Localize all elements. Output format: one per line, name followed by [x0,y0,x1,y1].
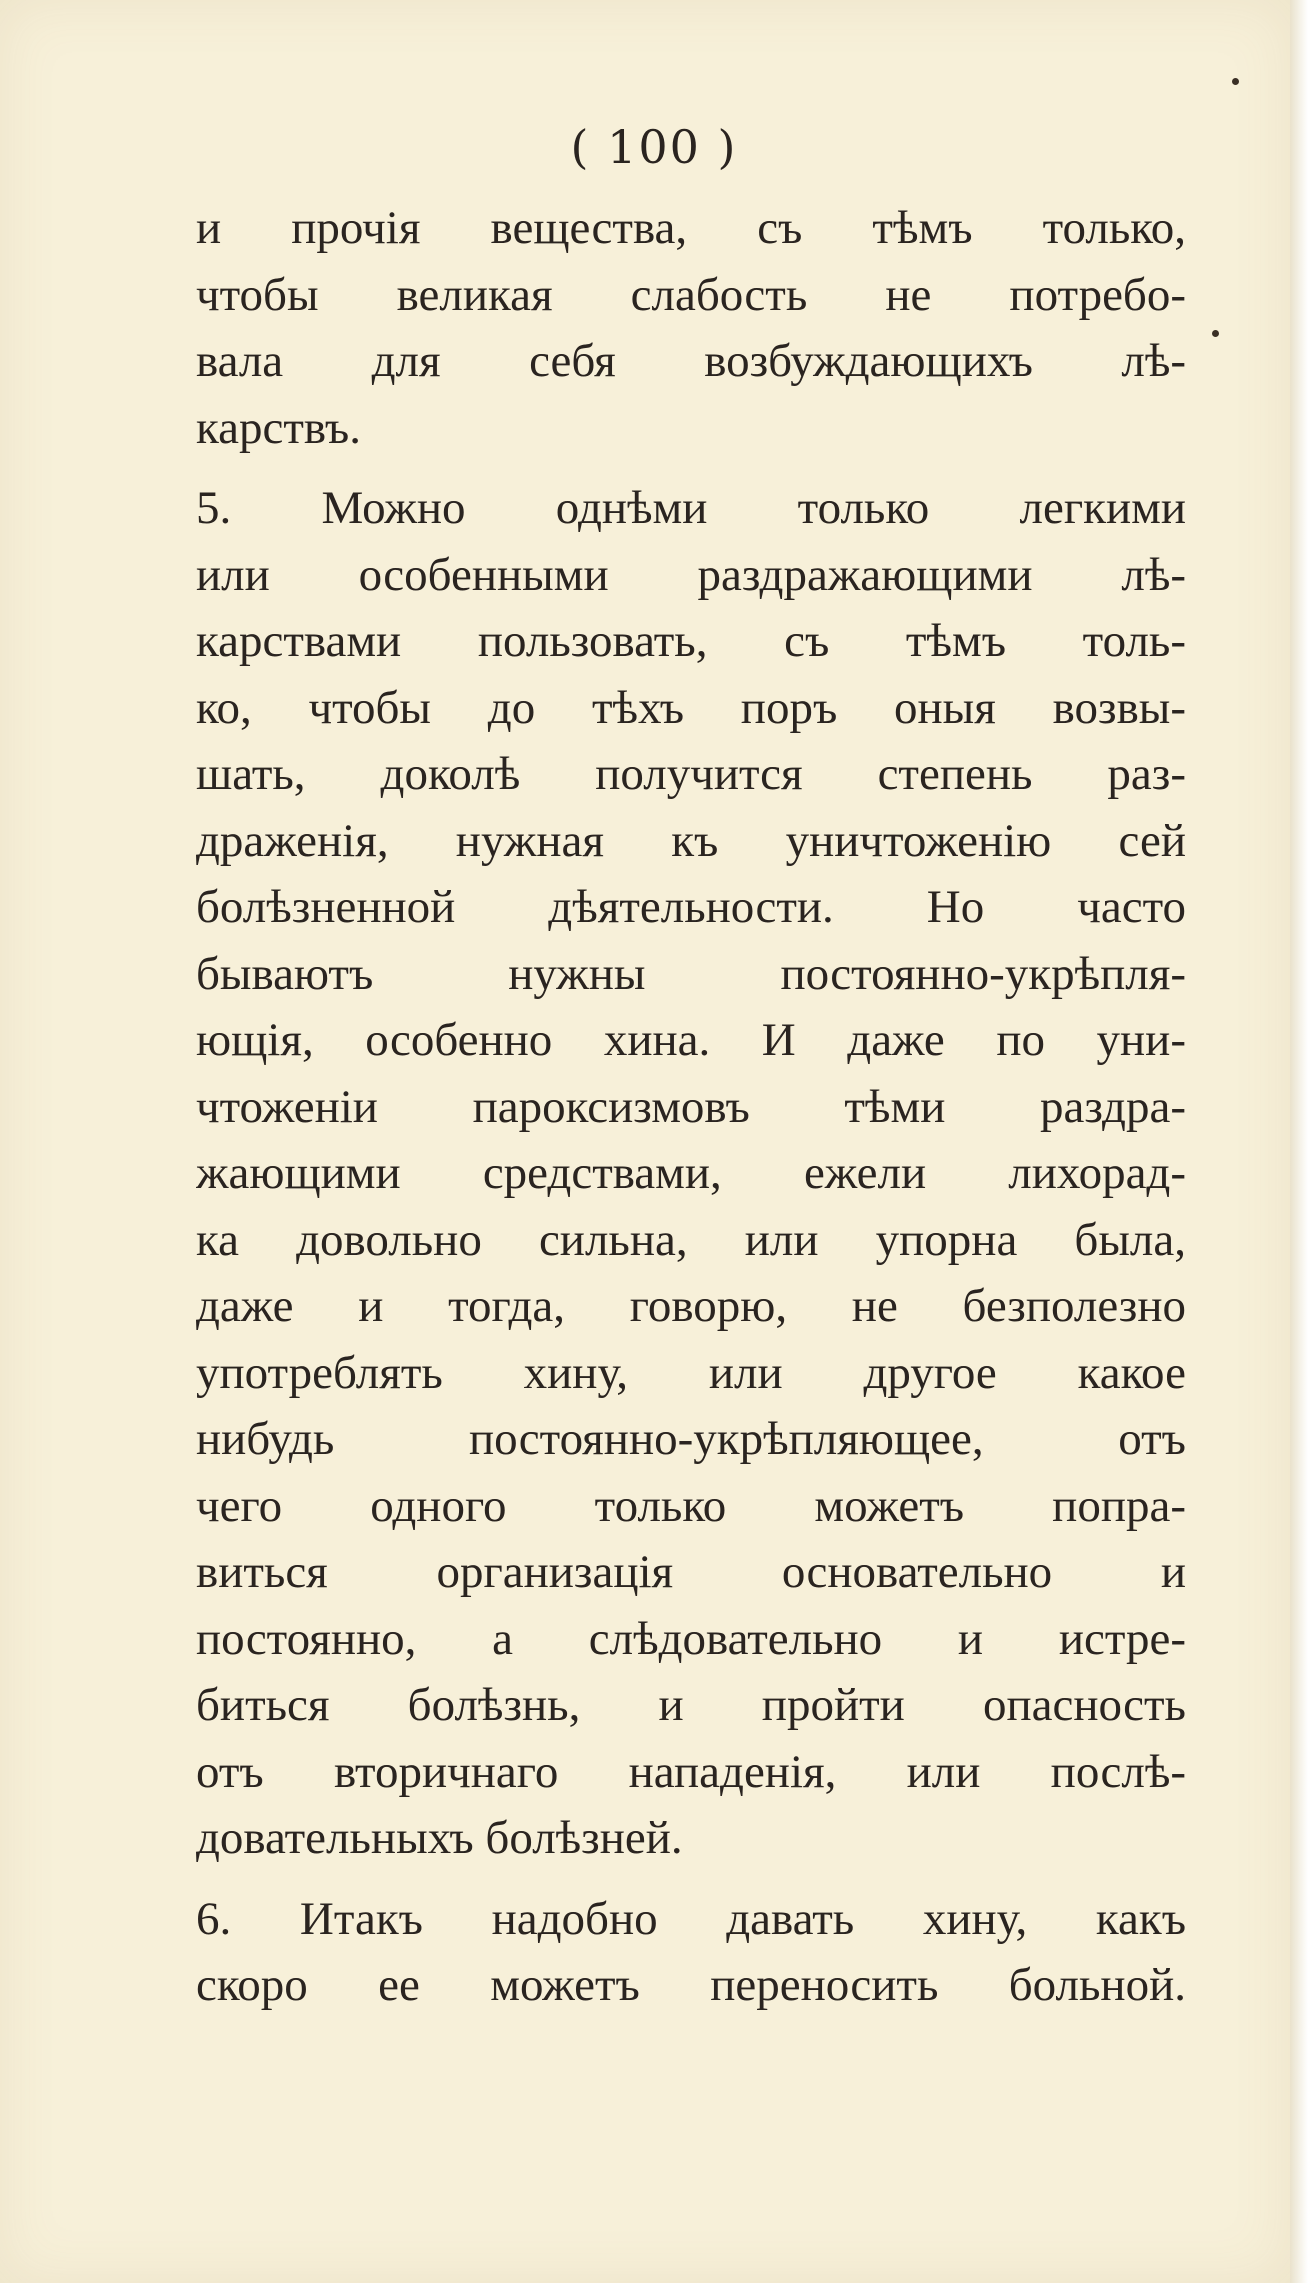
text-line: и прочія вещества, съ тѣмъ только, [196,202,1186,254]
text-line: жающими средствами, ежели лихорад- [196,1147,1186,1199]
text-line: нибудь постоянно-укрѣпляющее, отъ [196,1413,1186,1465]
text-line: вала для себя возбуждающихъ лѣ- [196,335,1186,387]
text-line: бываютъ нужны постоянно-укрѣпля- [196,947,1186,1000]
text-line: употреблять хину, или другое какое [196,1346,1186,1399]
text-line: драженія, нужная къ уничтоженію сей [196,814,1186,867]
text-line: чтоженіи пароксизмовъ тѣми раздра- [196,1080,1186,1133]
ink-speck [1232,78,1239,85]
paragraph [196,1886,1186,2019]
paragraph [196,195,1186,461]
text-line: даже и тогда, говорю, не безполезно [196,1280,1186,1332]
text-line: 6. Итакъ надобно давать хину, какъ [196,1892,1186,1945]
text-line: биться болѣзнь, и пройти опасность [196,1679,1186,1731]
text-line: чтобы великая слабость не потребо- [196,268,1186,321]
text-line: 5. Можно однѣми только легкими [196,482,1186,534]
text-line: виться организація основательно и [196,1546,1186,1598]
text-line: чего одного только можетъ попра- [196,1479,1186,1532]
text-line: отъ вторичнаго нападенія, или послѣ- [196,1745,1186,1798]
text-line: ко, чтобы до тѣхъ поръ оныя возвы- [196,681,1186,734]
ink-speck [1212,330,1219,337]
text-line: ка довольно сильна, или упорна была, [196,1213,1186,1266]
text-line: карствами пользовать, съ тѣмъ толь- [196,615,1186,667]
text-line: шать, доколѣ получится степень раз- [196,748,1186,800]
page-edge [1290,0,1308,2283]
paragraph [196,475,1186,1872]
text-line: болѣзненной дѣятельности. Но часто [196,881,1186,933]
text-line: скоро ее можетъ переносить больной. [196,1959,1186,2011]
paragraph-gap [196,461,1186,475]
text-line: ющія, особенно хина. И даже по уни- [196,1014,1186,1066]
page-number: ( 100 ) [570,120,738,174]
text-line: или особенными раздражающими лѣ- [196,548,1186,601]
text-line: постоянно, а слѣдовательно и истре- [196,1612,1186,1665]
text-line: карствъ. [196,401,361,454]
text-line: довательныхъ болѣзней. [196,1812,683,1864]
body-text [196,195,1186,2019]
paragraph-gap [196,1872,1186,1886]
